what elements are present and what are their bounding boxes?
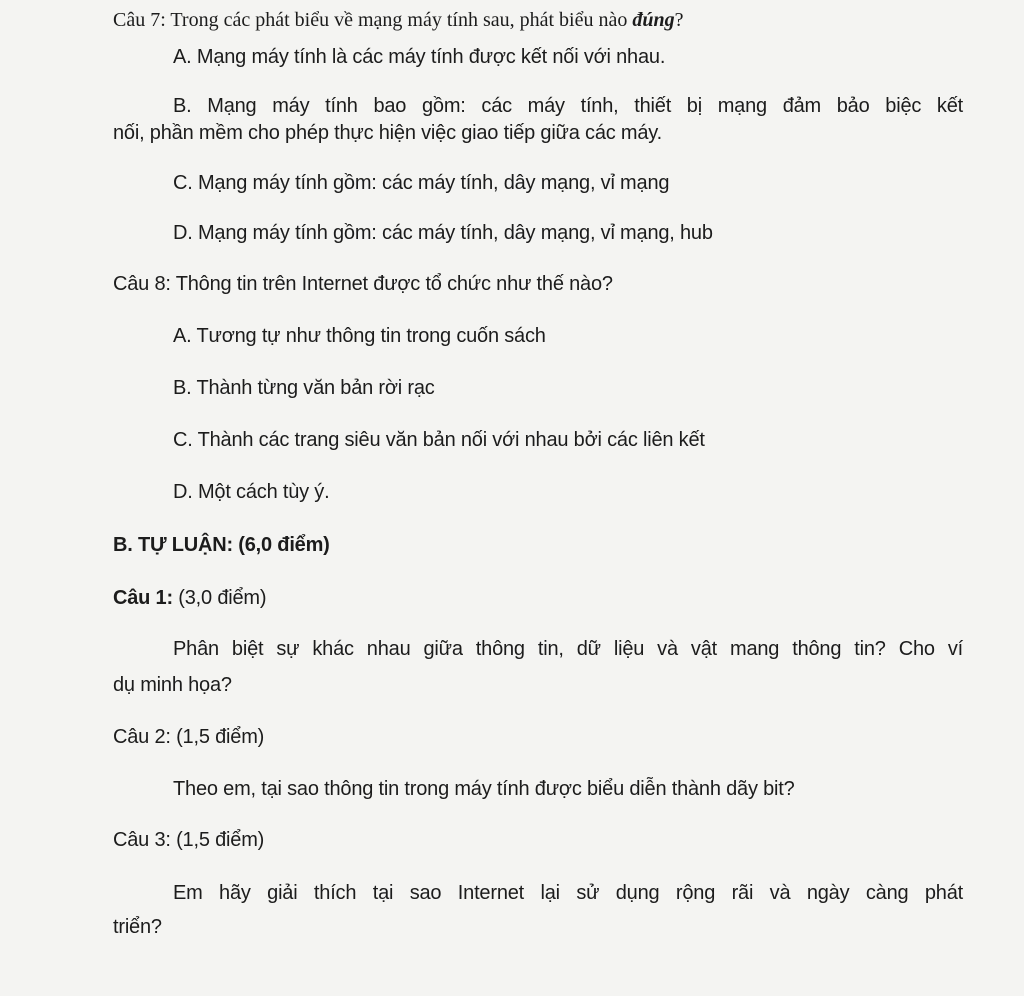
q8-option-a: A. Tương tự như thông tin trong cuốn sách bbox=[173, 325, 546, 347]
essay-question-2-title: Câu 2: (1,5 điểm) bbox=[113, 726, 265, 748]
essay-question-3-title: Câu 3: (1,5 điểm) bbox=[113, 829, 265, 851]
essay-question-3-line2: triển? bbox=[113, 916, 162, 938]
q7-option-a: A. Mạng máy tính là các máy tính được kết nối với nhau. bbox=[173, 46, 666, 68]
q8-option-c: C. Thành các trang siêu văn bản nối với nhau bởi các liên kết bbox=[173, 429, 705, 451]
question-8: Câu 8: Thông tin trên Internet được tổ chức như thế nào? bbox=[113, 273, 613, 295]
q7-option-d: D. Mạng máy tính gồm: các máy tính, dây mạng, vỉ mạng, hub bbox=[173, 222, 713, 244]
question-7-text: Câu 7: Trong các phát biểu về mạng máy tính sau, phát biểu nào bbox=[113, 9, 633, 31]
q7-option-c: C. Mạng máy tính gồm: các máy tính, dây mạng, vỉ mạng bbox=[173, 172, 670, 194]
essay-question-1-line1: Phân biệt sự khác nhau giữa thông tin, dữ liệu và vật mang thông tin? Cho ví bbox=[173, 638, 963, 660]
essay-question-1-title bbox=[113, 587, 266, 610]
q8-option-d: D. Một cách tùy ý. bbox=[173, 481, 330, 503]
essay-question-2-text: Theo em, tại sao thông tin trong máy tính được biểu diễn thành dãy bit? bbox=[173, 778, 795, 800]
question-7 bbox=[113, 9, 684, 32]
q7-option-b-line1: B. Mạng máy tính bao gồm: các máy tính, thiết bị mạng đảm bảo biệc kết bbox=[173, 95, 963, 117]
q7-option-b-line2: nối, phần mềm cho phép thực hiện việc giao tiếp giữa các máy. bbox=[113, 122, 662, 144]
essay-question-3-line1: Em hãy giải thích tại sao Internet lại sử dụng rộng rãi và ngày càng phát bbox=[173, 882, 963, 904]
q8-option-b: B. Thành từng văn bản rời rạc bbox=[173, 377, 435, 399]
section-b-heading: B. TỰ LUẬN: (6,0 điểm) bbox=[113, 534, 330, 556]
essay-question-1-label: Câu 1: bbox=[113, 587, 173, 609]
essay-question-1-line2: dụ minh họa? bbox=[113, 674, 232, 696]
essay-question-1-points: (3,0 điểm) bbox=[172, 587, 267, 609]
question-7-emphasis: đúng bbox=[632, 9, 675, 31]
question-7-suffix: ? bbox=[674, 9, 684, 31]
